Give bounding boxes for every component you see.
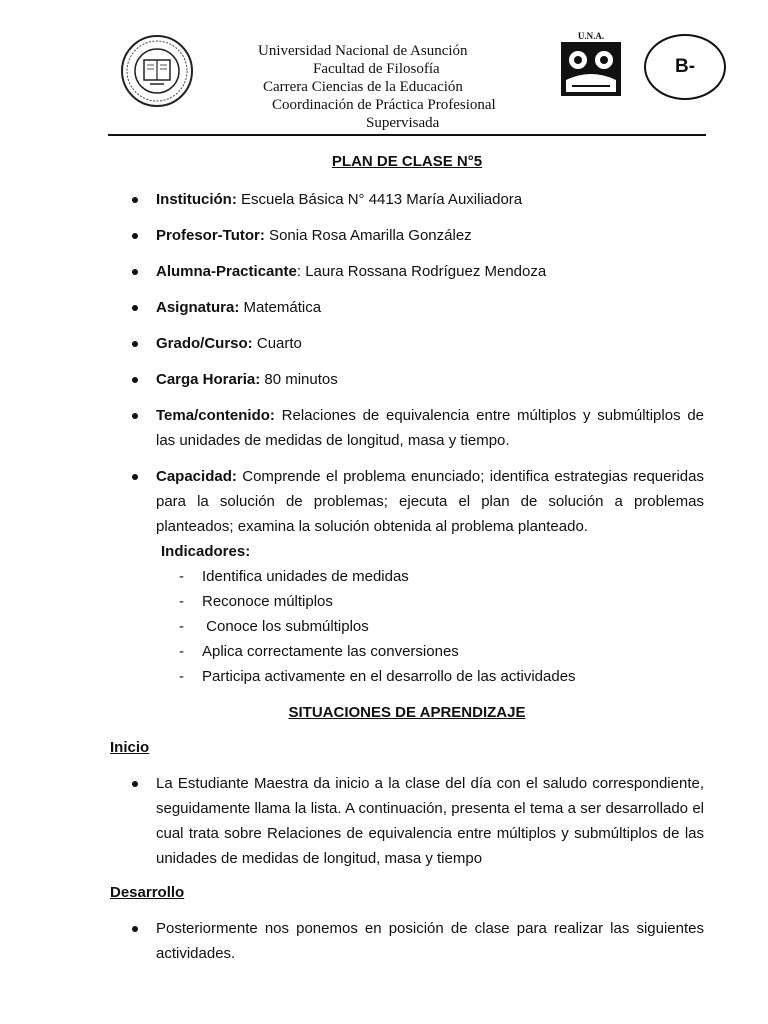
bullet-icon (132, 305, 138, 311)
header-line-career: Carrera Ciencias de la Educación (263, 79, 463, 95)
item-text: Relaciones de equivalencia entre múltiplos y submúltiplos de las unidades de medidas de longitud, masa y tiempo. (156, 407, 704, 449)
situaciones-heading: SITUACIONES DE APRENDIZAJE (288, 704, 526, 721)
list-item (110, 664, 704, 689)
indicadores-title: Indicadores: (161, 543, 251, 560)
list-item (110, 223, 704, 248)
list-item (110, 614, 704, 639)
dash-icon: - (179, 618, 184, 635)
desarrollo-text: Posteriormente nos ponemos en posición de clase para realizar las siguientes actividades. (156, 920, 704, 962)
bullet-icon (132, 781, 138, 787)
inicio-heading: Inicio (110, 739, 150, 756)
dash-icon: - (179, 668, 184, 685)
desarrollo-list (110, 916, 704, 966)
bullet-icon (132, 377, 138, 383)
indicator-text: Aplica correctamente las conversiones (202, 643, 459, 660)
header-line-coordination: Coordinación de Práctica Profesional (272, 97, 496, 113)
grade-badge (644, 34, 726, 100)
bullet-icon (132, 341, 138, 347)
indicator-text: Reconoce múltiplos (202, 593, 333, 610)
bullet-icon (132, 413, 138, 419)
indicator-text: Identifica unidades de medidas (202, 568, 409, 585)
item-label: Tema/contenido: (156, 407, 275, 424)
indicator-text: Participa activamente en el desarrollo de las actividades (202, 668, 576, 685)
list-item (110, 403, 704, 453)
list-item (110, 771, 704, 871)
header-line-faculty: Facultad de Filosofía (313, 61, 440, 77)
list-item (110, 464, 704, 539)
item-text: Matemática (239, 299, 322, 316)
item-text: Sonia Rosa Amarilla González (264, 227, 472, 244)
list-item (110, 916, 704, 966)
item-text: Comprende el problema enunciado; identifica estrategias requeridas para la solución de problemas; ejecuta el plan de solución a problemas planteados; examina la solución obtenida al problema planteado. (156, 468, 704, 535)
university-seal-icon (120, 34, 194, 108)
item-label: Asignatura: (156, 299, 240, 316)
indicadores-list (110, 564, 704, 689)
item-label: Capacidad: (156, 468, 237, 485)
plan-title: PLAN DE CLASE N°5 (331, 153, 483, 170)
item-text: : Laura Rossana Rodríguez Mendoza (296, 263, 547, 280)
item-label: Grado/Curso: (156, 335, 253, 352)
logo-text: U.N.A. (577, 31, 605, 41)
bullet-icon (132, 926, 138, 932)
header-divider (108, 134, 706, 136)
dash-icon: - (179, 593, 184, 610)
dash-icon: - (179, 568, 184, 585)
item-label: Alumna-Practicante (156, 263, 297, 280)
header-line-university: Universidad Nacional de Asunción (258, 43, 468, 59)
item-label: Carga Horaria: (156, 371, 261, 388)
plan-info-list (110, 187, 704, 539)
header-line-supervised: Supervisada (366, 115, 440, 131)
list-item (110, 367, 704, 392)
inicio-text: La Estudiante Maestra da inicio a la clase del día con el saludo correspondiente, seguidamente llama la lista. A continuación, presenta el tema a ser desarrollado el cual trata sobre Relaciones de equivalencia entre múltiplos y submúltiplos de las unidades de medidas de longitud, masa y tiempo (156, 775, 704, 867)
item-text: 80 minutos (260, 371, 338, 388)
list-item (110, 564, 704, 589)
inicio-list (110, 771, 704, 871)
list-item (110, 295, 704, 320)
list-item (110, 639, 704, 664)
bullet-icon (132, 233, 138, 239)
bullet-icon (132, 269, 138, 275)
bullet-icon (132, 197, 138, 203)
list-item (110, 187, 704, 212)
item-label: Profesor-Tutor: (156, 227, 265, 244)
institution-header (230, 42, 560, 132)
dash-icon: - (179, 643, 184, 660)
item-text: Escuela Básica N° 4413 María Auxiliadora (236, 191, 523, 208)
item-text: Cuarto (252, 335, 302, 352)
bullet-icon (132, 474, 138, 480)
una-logo-icon (558, 30, 624, 98)
list-item (110, 259, 704, 284)
indicator-text: Conoce los submúltiplos (202, 618, 369, 635)
desarrollo-heading: Desarrollo (110, 884, 185, 901)
list-item (110, 589, 704, 614)
document-body (110, 150, 704, 966)
grade-badge-text: B- (674, 56, 696, 77)
item-label: Institución: (156, 191, 237, 208)
list-item (110, 331, 704, 356)
